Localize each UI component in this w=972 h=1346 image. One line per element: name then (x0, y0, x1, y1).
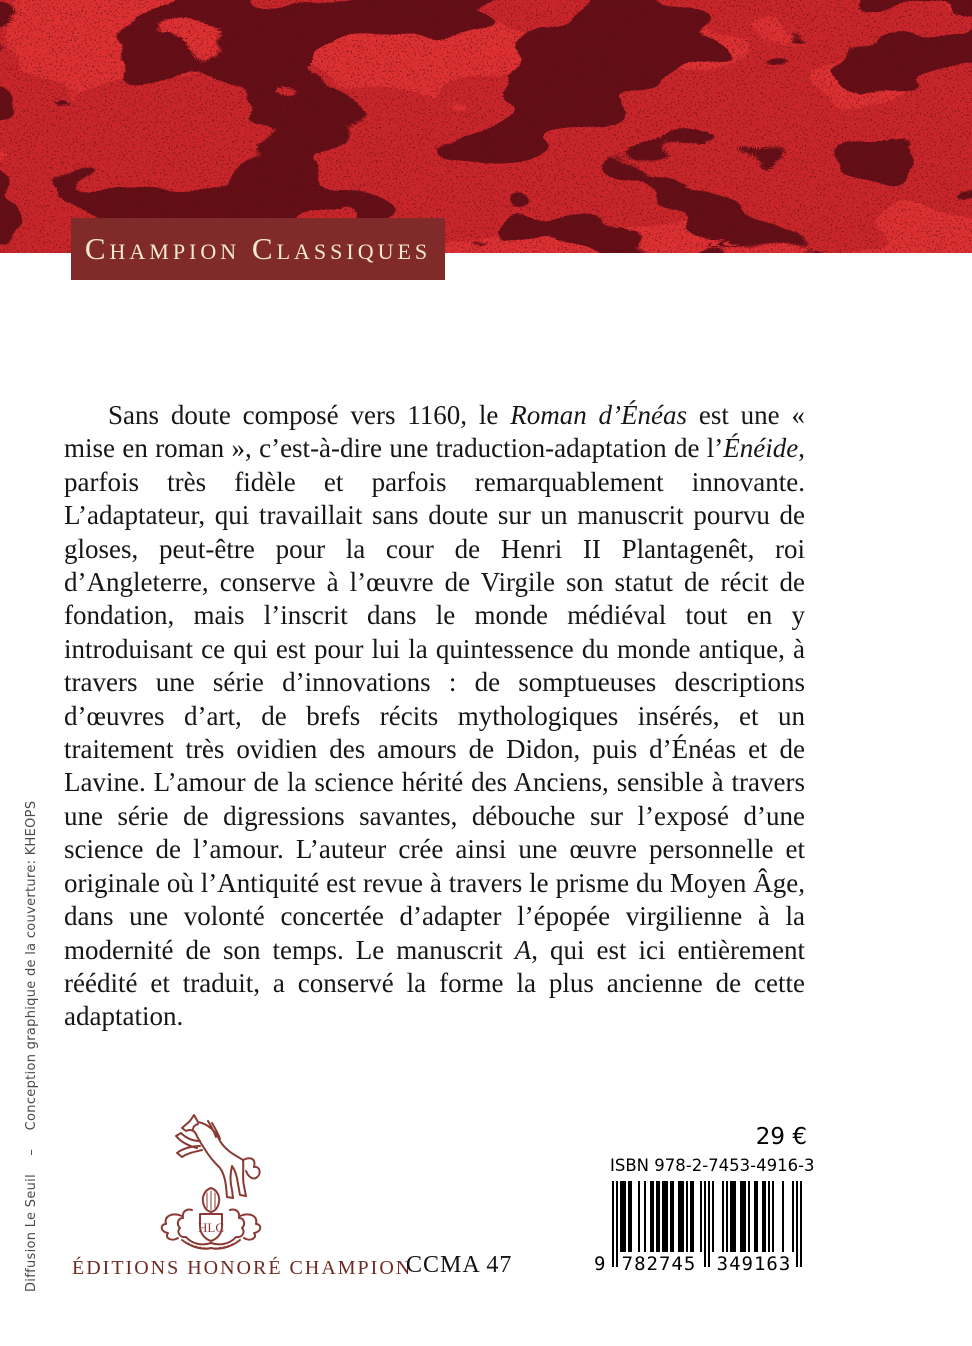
barcode-bar (672, 1181, 674, 1252)
publisher-crest-logo (148, 1112, 278, 1252)
barcode-bar (792, 1181, 794, 1252)
ean-barcode (594, 1181, 802, 1281)
barcode-bar (692, 1181, 694, 1252)
barcode-bar (726, 1181, 728, 1252)
blurb-italic-segment: Énéide (723, 433, 799, 464)
barcode-bar (764, 1181, 766, 1252)
back-cover-blurb (64, 399, 805, 1034)
barcode-bar (682, 1181, 684, 1252)
barcode-bar (630, 1181, 632, 1252)
spine-credits (24, 801, 39, 1292)
blurb-italic-segment: Roman d’Énéas (510, 400, 688, 430)
barcode-bar (782, 1181, 784, 1252)
barcode-bar (712, 1181, 714, 1252)
publisher-name: ÉDITIONS HONORÉ CHAMPION (72, 1257, 413, 1279)
barcode-digit-left: 9 (594, 1253, 606, 1275)
series-banner-label: Champion Classiques (84, 231, 432, 266)
barcode-bar (686, 1181, 688, 1252)
barcode-bar (756, 1181, 758, 1252)
barcode-bar (734, 1181, 736, 1252)
barcode-bar (744, 1181, 746, 1252)
collection-code: CCMA 47 (406, 1252, 513, 1278)
barcode-bar (722, 1181, 724, 1252)
barcode-digits-group1: 782745 (621, 1253, 697, 1275)
blurb-text-segment: est une « mise en roman », c’est-à-dire une traduction-adaptation de l’ (64, 400, 805, 464)
barcode-bar (700, 1181, 702, 1252)
barcode-bar (768, 1181, 770, 1252)
series-banner (71, 218, 445, 280)
cover-design-credit: Conception graphique de la couverture: KHEOPS (24, 800, 39, 1131)
blurb-text-segment: Sans doute composé vers 1160, le (108, 400, 511, 430)
barcode-bar (772, 1181, 774, 1252)
marble-texture-svg (0, 0, 972, 253)
blurb-text-segment: , parfois très fidèle et parfois remarquablement innovante. L’adaptateur, qui travaillait sans doute sur un manuscrit pourvu de gloses, peut-être pour la cour de Henri II Plantagenêt, roi d’Angleterre, conserve à l’œuvre de Virgile son statut de récit de fondation, mais l’inscrit dans le monde médiéval tout en y introduisant ce qui est pour lui la quintessence du monde antique, à travers une série d’innovations : de somptueuses descriptions d’œuvres d’art, de brefs récits mythologiques insérés, et un traitement très ovidien des amours de Didon, puis d’Énéas et de Lavine. L’amour de la science hérité des Anciens, sensible à travers une série de digressions savantes, débouche sur l’exposé d’une science de l’amour. L’auteur crée ainsi une œuvre personnelle et originale où l’Antiquité est revue à travers le prisme du Moyen Âge, dans une volonté concertée d’adapter l’épopée virgilienne à la modernité de son temps. Le manuscrit (64, 433, 805, 965)
barcode-bar (644, 1181, 646, 1252)
barcode-digits-group2: 349163 (716, 1253, 792, 1275)
barcode-bar (638, 1181, 640, 1252)
logo-monogram: HLC (198, 1220, 224, 1235)
barcode-bar (666, 1181, 668, 1252)
price-label: 29 € (755, 1124, 807, 1150)
ean-barcode-digits (594, 1253, 802, 1279)
barcode-bar (658, 1181, 660, 1252)
distributor-credit: Diffusion Le Seuil (24, 1174, 39, 1292)
barcode-bar (624, 1181, 626, 1252)
barcode-bar (748, 1181, 750, 1252)
blurb-italic-segment: A (514, 934, 532, 965)
isbn-label: ISBN 978-2-7453-4916-3 (610, 1156, 815, 1175)
marbled-cover-texture (0, 0, 972, 253)
barcode-bar (652, 1181, 654, 1252)
credit-separator: – (24, 1148, 39, 1156)
blurb-text-segment: , qui est ici entièrement réédité et traduit, a conservé la forme la plus ancienne de cette adaptation. (64, 934, 805, 1032)
